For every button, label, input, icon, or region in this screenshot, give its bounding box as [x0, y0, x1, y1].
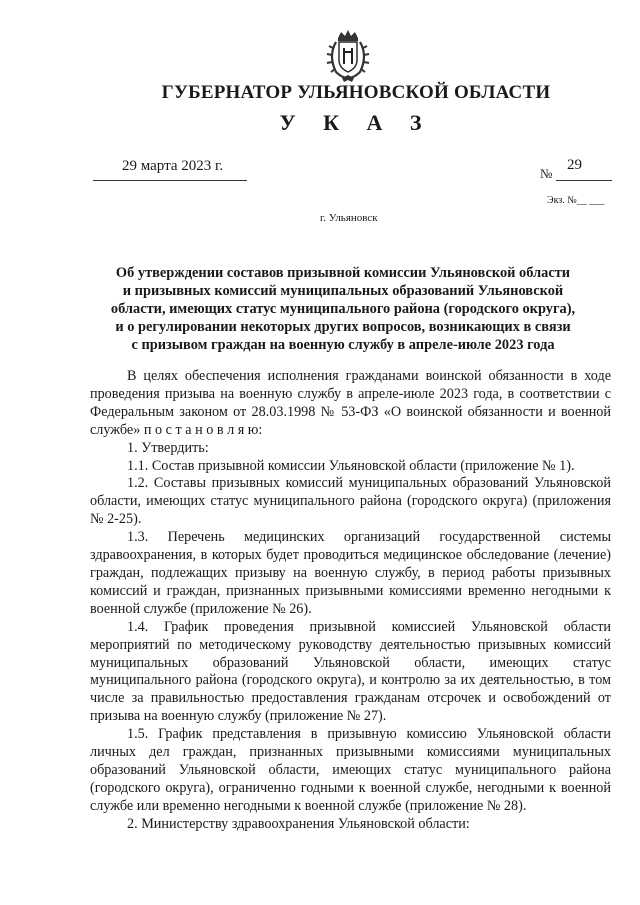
number-underline [556, 180, 612, 181]
coat-of-arms-emblem [322, 28, 374, 84]
title-line: Об утверждении составов призывной комиссии Ульяновской области [115, 265, 571, 281]
paragraph-1-2: 1.2. Составы призывных комиссий муниципальных образований Ульяновской области, имеющих статус муниципального района (городского округа) (приложения № 2-25). [90, 475, 611, 528]
document-body [90, 368, 611, 834]
paragraph-1-1: 1.1. Состав призывной комиссии Ульяновской области (приложение № 1). [127, 457, 575, 474]
document-title [80, 264, 606, 354]
title-line: области, имеющих статус муниципального района (городского округа), [110, 301, 576, 317]
paragraph-2: 2. Министерству здравоохранения Ульяновской области: [127, 815, 470, 832]
date-underline [93, 180, 247, 181]
title-line: с призывом граждан на военную службу в апреле-июле 2023 года [131, 337, 555, 353]
city: г. Ульяновск [320, 212, 378, 224]
paragraph-1-5: 1.5. График представления в призывную комиссию Ульяновской области личных дел граждан, признанных призывными комиссиями муниципальных образований Ульяновской области, имеющих статус муниципального района (городского округа), ограниченно годными к военной службе, негодными к военной службе или временно негодными к военной службе (приложение № 28). [90, 726, 611, 814]
number-label: № [540, 166, 553, 181]
document-number: 29 [567, 157, 582, 173]
copy-number: Экз. №__ ___ [547, 195, 605, 206]
document-type-heading: У К А З [279, 110, 433, 135]
title-line: и призывных комиссий муниципальных образований Ульяновской [122, 283, 564, 299]
paragraph-1: 1. Утвердить: [127, 439, 209, 456]
organization-heading: ГУБЕРНАТОР УЛЬЯНОВСКОЙ ОБЛАСТИ [161, 82, 551, 103]
title-line: и о регулировании некоторых других вопросов, возникающих в связи [115, 319, 571, 335]
paragraph-1-4: 1.4. График проведения призывной комиссией Ульяновской области мероприятий по методическому руководству деятельностью призывных комиссий муниципальных образований Ульяновской области, имеющих статус муниципального района (городского округа), и контролю за их деятельностью, в том числе за правильностью предоставления гражданам отсрочек и освобождений от призыва на военную службу (приложение № 27). [90, 618, 611, 725]
document-date: 29 марта 2023 г. [122, 158, 224, 174]
intro-paragraph: В целях обеспечения исполнения гражданами воинской обязанности в ходе проведения призыва на военную службу в апреле-июле 2023 года, в соответствии с Федеральным законом от 28.03.1998 № 53-ФЗ «О воинской обязанности и военной службе» п о с т а н о в л я ю: [90, 368, 611, 438]
paragraph-1-3: 1.3. Перечень медицинских организаций государственной системы здравоохранения, в которых будет проводиться медицинское обследование (лечение) граждан, подлежащих призыву на военную службу, в период работы призывных комиссий и граждан, признанных призывными комиссиями временно негодными к военной службе (приложение № 26). [90, 529, 611, 617]
